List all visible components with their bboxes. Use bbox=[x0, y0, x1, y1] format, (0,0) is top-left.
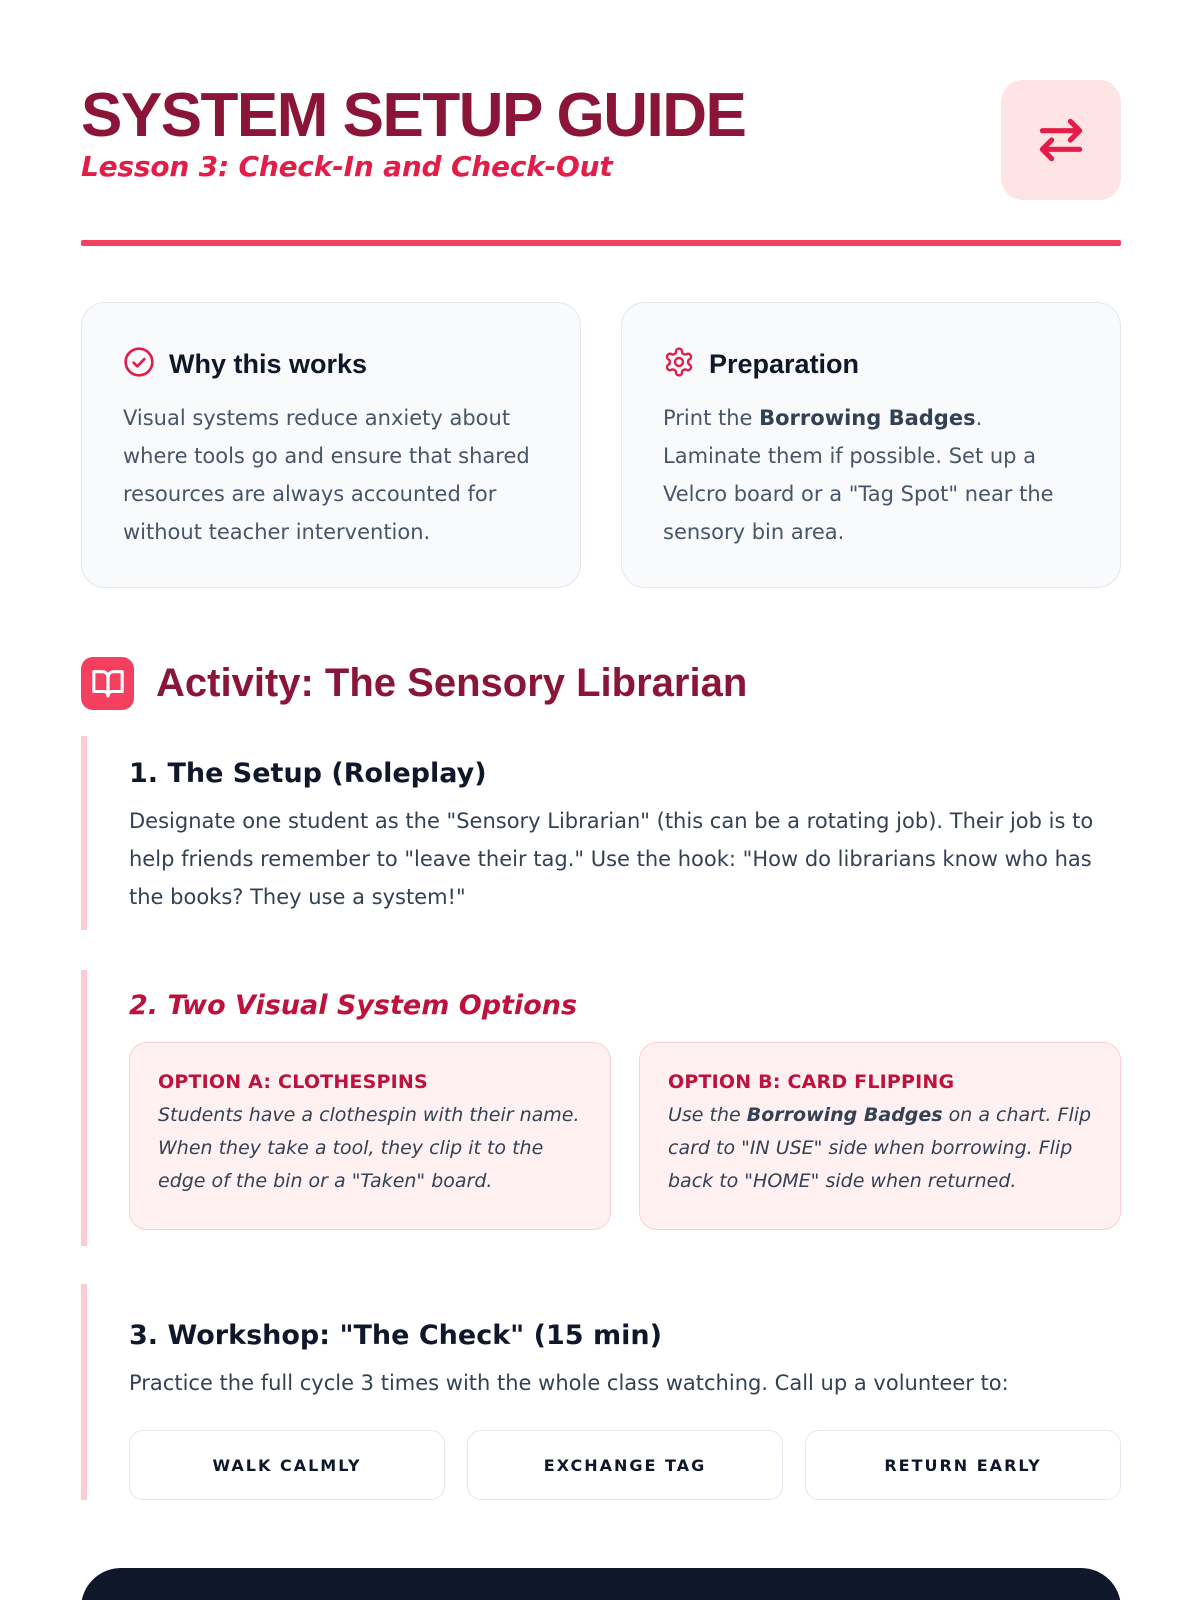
exchange-tag-chip: EXCHANGE TAG bbox=[467, 1430, 783, 1500]
prep-text-start: Print the bbox=[663, 406, 760, 430]
step-workshop bbox=[81, 1284, 1121, 1500]
step-title: 1. The Setup (Roleplay) bbox=[129, 758, 487, 789]
arrows-swap-icon bbox=[1001, 80, 1121, 200]
prep-text-end: . Laminate them if possible. Set up a Velcro board or a "Tag Spot" near the sensory bin area. bbox=[663, 406, 1054, 544]
gear-icon bbox=[663, 346, 695, 382]
preparation-card-title: Preparation bbox=[709, 348, 860, 379]
why-card-title: Why this works bbox=[169, 348, 368, 379]
why-card bbox=[81, 302, 581, 588]
step-text: Designate one student as the "Sensory Librarian" (this can be a rotating job). Their job is to help friends remember to "leave their tag." Use the hook: "How do librarians know who has the books? They use a system!" bbox=[129, 809, 1094, 909]
step-visual-options bbox=[81, 970, 1121, 1246]
header-divider bbox=[81, 240, 1121, 246]
step-title: 3. Workshop: "The Check" (15 min) bbox=[129, 1320, 662, 1351]
option-text: Students have a clothespin with their name. When they take a tool, they clip it to the edge of the bin or a "Taken" board. bbox=[158, 1104, 580, 1192]
option-a-card bbox=[129, 1042, 611, 1230]
preparation-card bbox=[621, 302, 1121, 588]
borrowing-badges-emphasis: Borrowing Badges bbox=[759, 406, 976, 430]
borrowing-badges-emphasis: Borrowing Badges bbox=[746, 1104, 943, 1126]
header bbox=[81, 80, 1121, 200]
activity-heading bbox=[81, 656, 747, 710]
activity-title: Activity: The Sensory Librarian bbox=[156, 660, 748, 705]
step-setup bbox=[81, 736, 1121, 930]
step-title: 2. Two Visual System Options bbox=[129, 990, 578, 1021]
workshop-actions bbox=[129, 1430, 1121, 1500]
option-label: OPTION B: CARD FLIPPING bbox=[668, 1071, 955, 1093]
option-text-start: Use the bbox=[668, 1104, 747, 1126]
check-circle-icon bbox=[123, 346, 155, 382]
step-text: Practice the full cycle 3 times with the whole class watching. Call up a volunteer to: bbox=[129, 1371, 1009, 1395]
return-early-chip: RETURN EARLY bbox=[805, 1430, 1121, 1500]
walk-calmly-chip: WALK CALMLY bbox=[129, 1430, 445, 1500]
page-title: SYSTEM SETUP GUIDE bbox=[81, 81, 746, 150]
open-book-icon bbox=[81, 657, 134, 710]
option-text bbox=[668, 1099, 1092, 1198]
option-text-end: on a chart. Flip card to "IN USE" side when borrowing. Flip back to "HOME" side when returned. bbox=[668, 1104, 1092, 1192]
option-label: OPTION A: CLOTHESPINS bbox=[158, 1071, 428, 1093]
option-b-card bbox=[639, 1042, 1121, 1230]
preparation-card-body bbox=[663, 399, 1080, 551]
why-card-body: Visual systems reduce anxiety about where tools go and ensure that shared resources are always accounted for without teacher intervention. bbox=[123, 406, 530, 544]
page-subtitle: Lesson 3: Check-In and Check-Out bbox=[81, 150, 613, 183]
footer-banner bbox=[81, 1568, 1121, 1600]
